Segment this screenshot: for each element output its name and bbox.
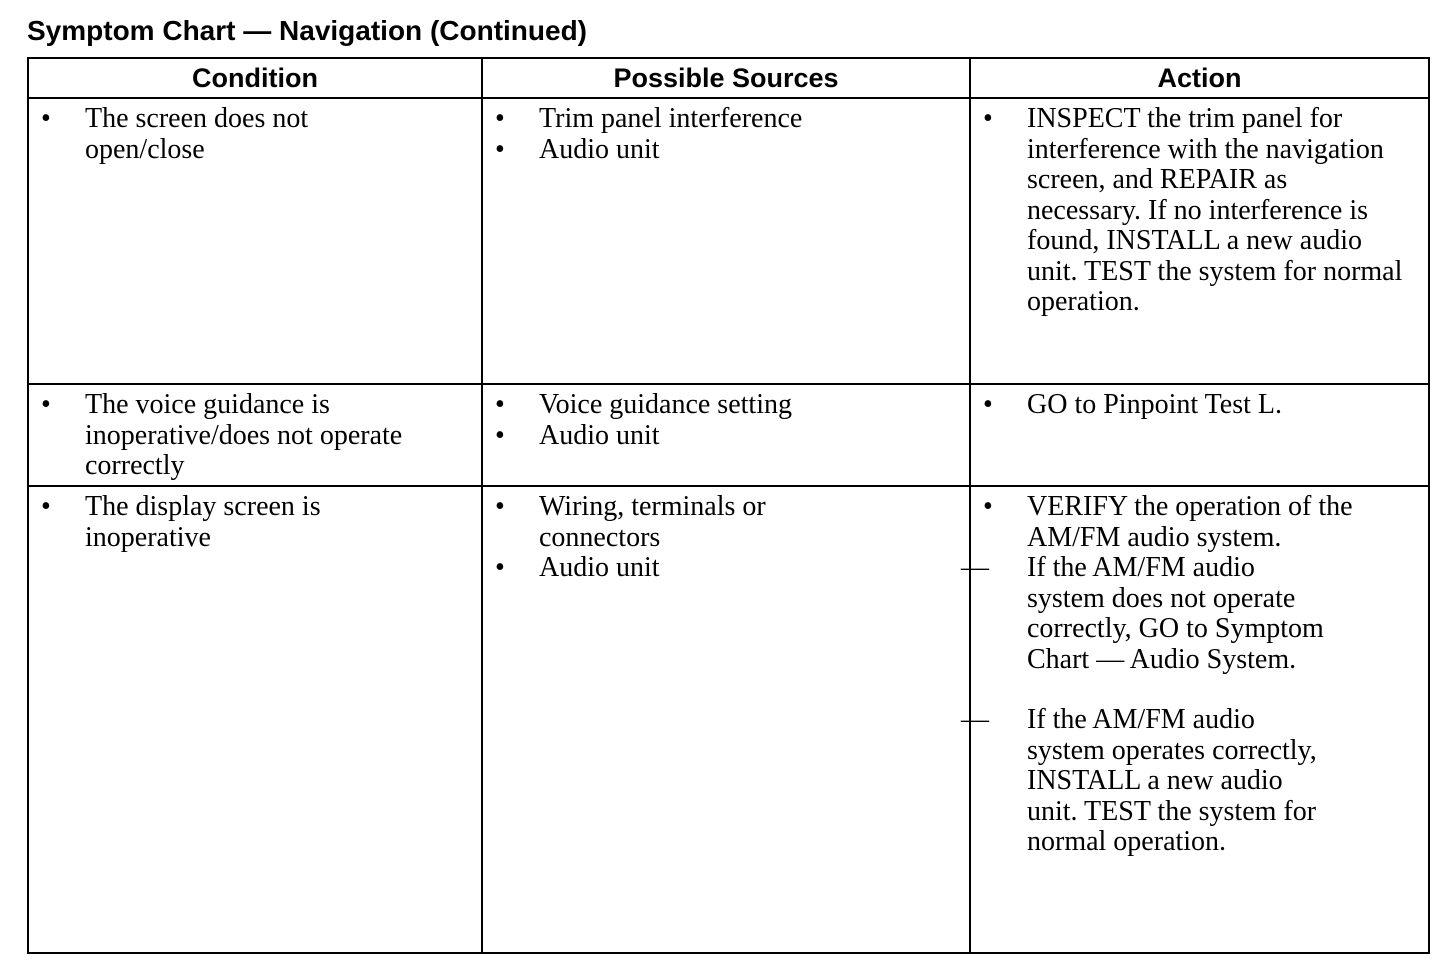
- sub-action-text: If the AM/FM audio system does not operate correctly, GO to Symptom Chart — Audio System.: [1027, 552, 1324, 675]
- condition-item: • The voice guidance is inoperative/does not operate correctly: [41, 390, 461, 482]
- condition-cell: [28, 98, 482, 384]
- source-item: • Audio unit: [495, 135, 957, 166]
- table-row: [28, 486, 1429, 953]
- sub-action-item: [961, 705, 1337, 858]
- sources-cell: [482, 486, 970, 953]
- source-item: • Audio unit: [495, 421, 957, 452]
- action-item: • GO to Pinpoint Test L.: [983, 390, 1416, 421]
- header-row: [28, 58, 1429, 98]
- table-row: [28, 98, 1429, 384]
- action-cell: [961, 486, 1429, 953]
- action-text: VERIFY the operation of the AM/FM audio system.: [1027, 491, 1353, 553]
- dash-marker: —: [961, 552, 989, 583]
- page-title: Symptom Chart — Navigation (Continued): [27, 15, 587, 46]
- source-item: • Trim panel interference: [495, 104, 957, 135]
- sub-action-text: If the AM/FM audio system operates correctly, INSTALL a new audio unit. TEST the system for normal operation.: [1027, 704, 1317, 857]
- possible-sources-header: Possible Sources: [482, 58, 970, 98]
- action-item: [961, 491, 1403, 858]
- sub-action-list: [961, 552, 1337, 858]
- condition-item: • The display screen is inoperative: [41, 492, 367, 553]
- source-item: • Audio unit: [495, 553, 795, 584]
- condition-cell: [28, 384, 482, 486]
- condition-header: Condition: [28, 58, 482, 98]
- action-item: • INSPECT the trim panel for interference with the navigation screen, and REPAIR as necessary. If no interference is found, INSTALL a new audio unit. TEST the system for normal operation.: [983, 104, 1403, 318]
- action-cell: [970, 98, 1429, 384]
- source-item: • Voice guidance setting: [495, 390, 957, 421]
- sub-action-item: [961, 553, 1337, 675]
- symptom-table: [27, 57, 1430, 954]
- dash-marker: —: [961, 704, 989, 735]
- sources-cell: [482, 384, 970, 486]
- table-row: [28, 384, 1429, 486]
- source-item: • Wiring, terminals or connectors: [495, 492, 795, 553]
- sources-cell: [482, 98, 970, 384]
- condition-item: • The screen does not open/close: [41, 104, 367, 165]
- condition-cell: [28, 486, 482, 953]
- action-cell: [970, 384, 1429, 486]
- action-header: Action: [970, 58, 1429, 98]
